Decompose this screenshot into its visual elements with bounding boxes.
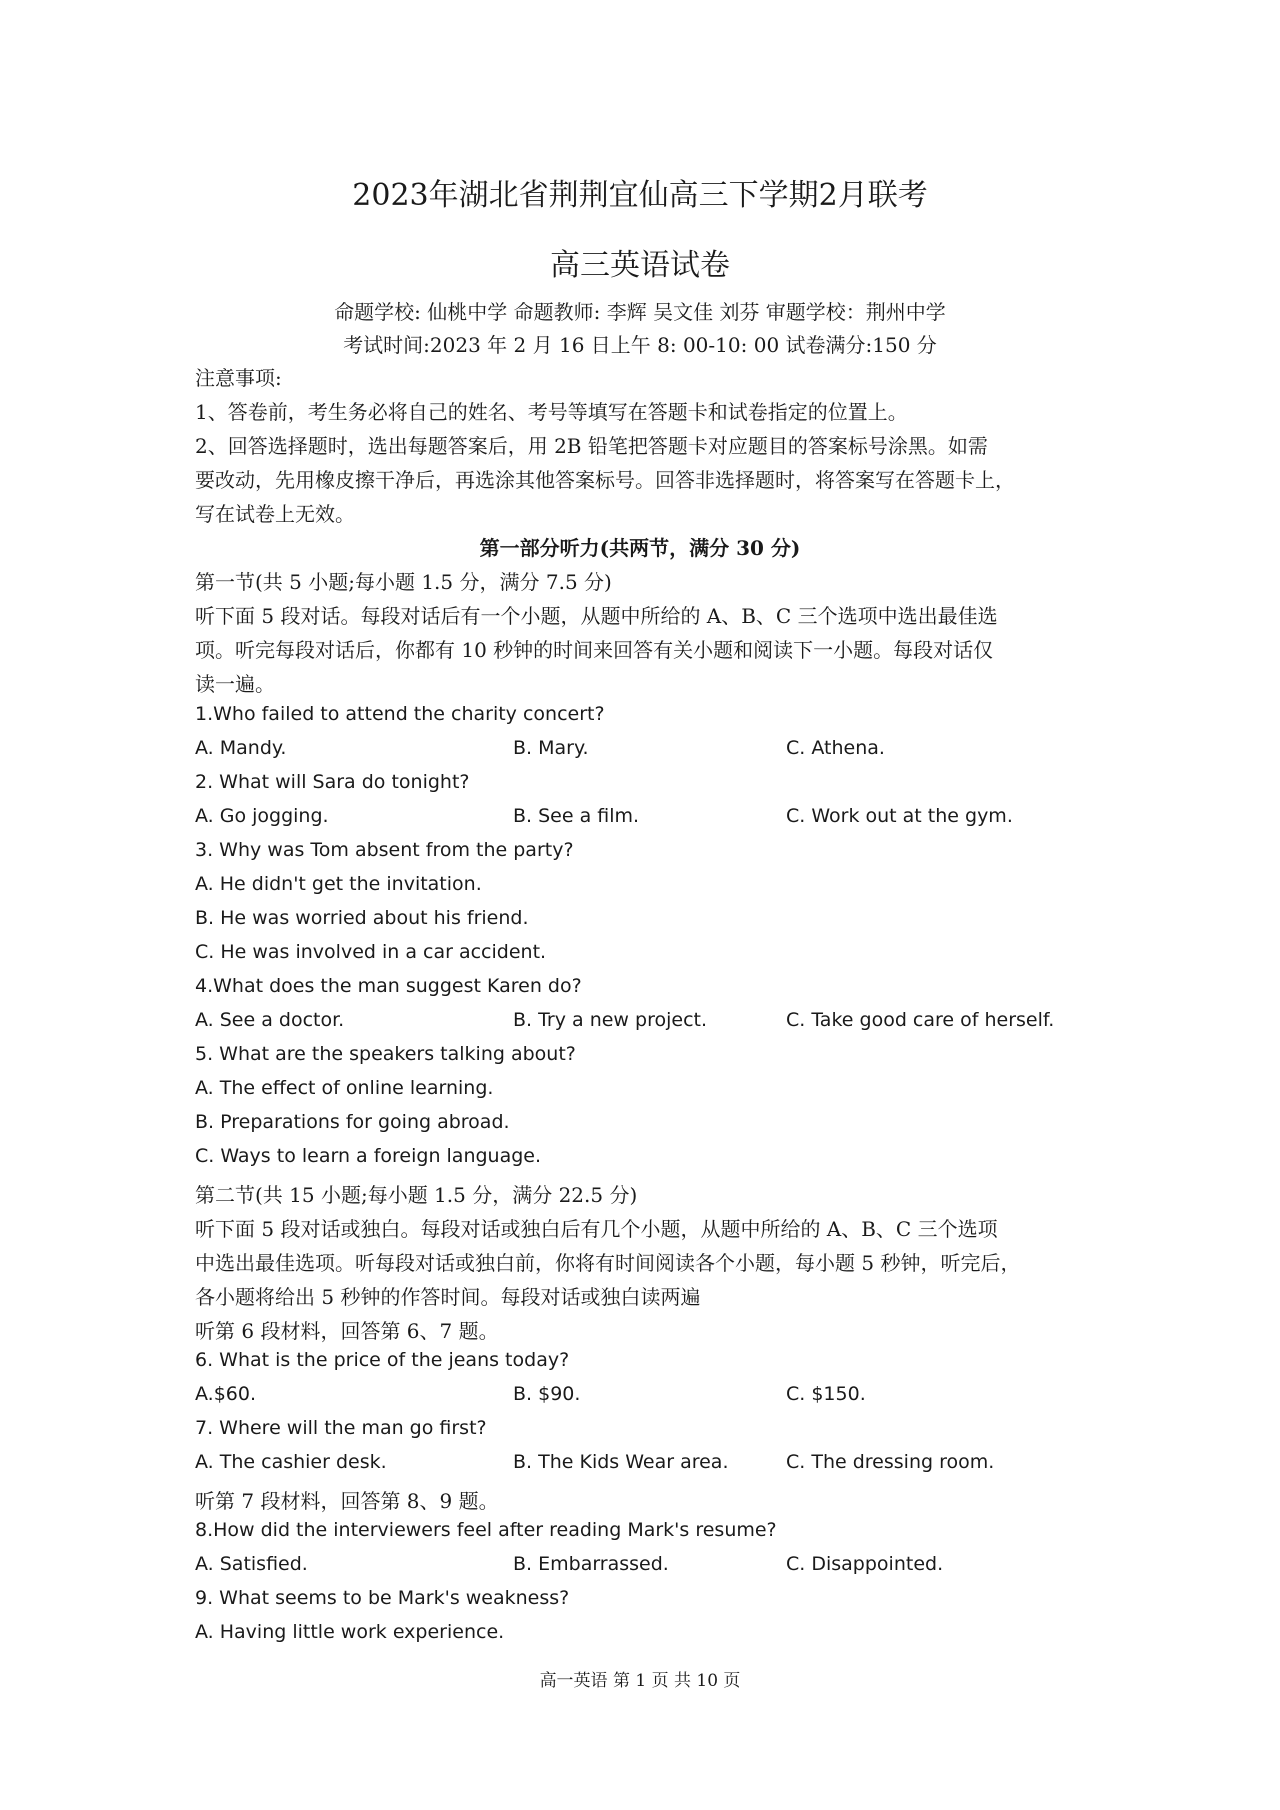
question-3-option-c: C. He was involved in a car accident. [195,941,547,963]
notice-item-2-line-2: 要改动，先用橡皮擦干净后，再选涂其他答案标号。回答非选择题时，将答案写在答题卡上， [195,468,1015,492]
notice-item-2-line-1: 2、回答选择题时，选出每题答案后，用 2B 铅笔把答题卡对应题目的答案标号涂黑。如需 [195,434,988,458]
question-6-option-c: C. $150. [786,1383,866,1405]
notice-heading: 注意事项: [195,366,282,390]
question-5-stem: 5. What are the speakers talking about? [195,1043,576,1065]
question-1-stem: 1.Who failed to attend the charity concert? [195,703,605,725]
question-5-option-a: A. The effect of online learning. [195,1077,494,1099]
notice-item-2-line-3: 写在试卷上无效。 [195,502,355,526]
question-1-option-b: B. Mary. [513,737,589,759]
question-7-option-b: B. The Kids Wear area. [513,1451,729,1473]
author-line: 命题学校: 仙桃中学 命题教师: 李辉 吴文佳 刘芬 审题学校：荆州中学 [334,300,946,324]
question-8-option-c: C. Disappointed. [786,1553,944,1575]
question-2-stem: 2. What will Sara do tonight? [195,771,470,793]
question-3-stem: 3. Why was Tom absent from the party? [195,839,574,861]
page-footer: 高一英语 第 1 页 共 10 页 [539,1671,741,1691]
question-7-option-a: A. The cashier desk. [195,1451,387,1473]
question-5-option-c: C. Ways to learn a foreign language. [195,1145,542,1167]
material-7-note: 听第 7 段材料，回答第 8、9 题。 [195,1489,499,1513]
section1-instruction-line-1: 听下面 5 段对话。每段对话后有一个小题，从题中所给的 A、B、C 三个选项中选出最佳选 [195,604,998,628]
material-6-note: 听第 6 段材料，回答第 6、7 题。 [195,1319,499,1343]
section2-instruction-line-3: 各小题将给出 5 秒钟的作答时间。每段对话或独白读两遍 [195,1285,701,1309]
question-3-option-b: B. He was worried about his friend. [195,907,529,929]
question-6-option-a: A.$60. [195,1383,257,1405]
question-8-option-a: A. Satisfied. [195,1553,308,1575]
section1-instruction-line-3: 读一遍。 [195,672,275,696]
exam-time-line: 考试时间:2023 年 2 月 16 日上午 8: 00-10: 00 试卷满分:150 分 [343,333,937,357]
question-2-option-c: C. Work out at the gym. [786,805,1013,827]
exam-title: 2023年湖北省荆荆宜仙高三下学期2月联考 [352,178,928,213]
question-1-option-a: A. Mandy. [195,737,287,759]
question-5-option-b: B. Preparations for going abroad. [195,1111,510,1133]
section2-instruction-line-1: 听下面 5 段对话或独白。每段对话或独白后有几个小题，从题中所给的 A、B、C 三个选项 [195,1217,998,1241]
section1-instruction-line-2: 项。听完每段对话后，你都有 10 秒钟的时间来回答有关小题和阅读下一小题。每段对话仅 [195,638,994,662]
part1-heading: 第一部分听力(共两节，满分 30 分) [479,536,801,560]
section2-instruction-line-2: 中选出最佳选项。听每段对话或独白前，你将有时间阅读各个小题，每小题 5 秒钟，听完后， [195,1251,1021,1275]
question-2-option-a: A. Go jogging. [195,805,329,827]
question-4-stem: 4.What does the man suggest Karen do? [195,975,582,997]
question-4-option-c: C. Take good care of herself. [786,1009,1055,1031]
question-9-stem: 9. What seems to be Mark's weakness? [195,1587,570,1609]
question-8-stem: 8.How did the interviewers feel after reading Mark's resume? [195,1519,777,1541]
notice-item-1: 1、答卷前，考生务必将自己的姓名、考号等填写在答题卡和试卷指定的位置上。 [195,400,908,424]
exam-subtitle: 高三英语试卷 [550,248,730,283]
question-6-stem: 6. What is the price of the jeans today? [195,1349,570,1371]
question-4-option-b: B. Try a new project. [513,1009,707,1031]
question-7-stem: 7. Where will the man go first? [195,1417,487,1439]
section1-heading: 第一节(共 5 小题;每小题 1.5 分，满分 7.5 分) [195,570,612,594]
question-6-option-b: B. $90. [513,1383,581,1405]
question-2-option-b: B. See a film. [513,805,640,827]
question-4-option-a: A. See a doctor. [195,1009,345,1031]
section2-heading: 第二节(共 15 小题;每小题 1.5 分，满分 22.5 分) [195,1183,638,1207]
question-7-option-c: C. The dressing room. [786,1451,995,1473]
question-8-option-b: B. Embarrassed. [513,1553,669,1575]
question-1-option-c: C. Athena. [786,737,885,759]
question-3-option-a: A. He didn't get the invitation. [195,873,482,895]
question-9-option-a: A. Having little work experience. [195,1621,505,1643]
